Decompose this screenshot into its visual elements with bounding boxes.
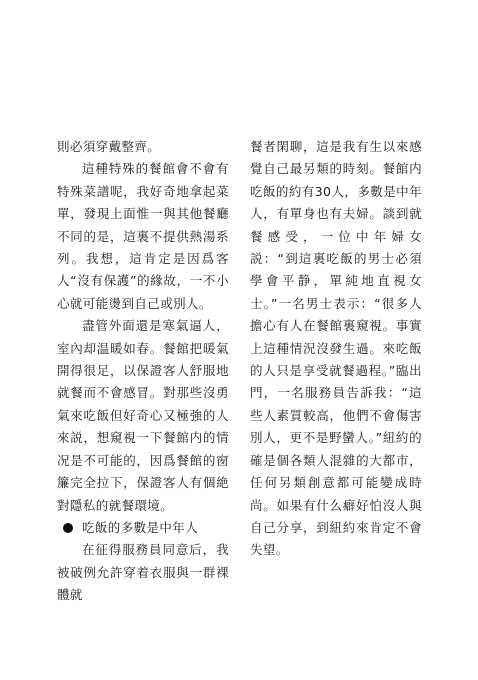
right-column xyxy=(250,136,422,562)
paragraph-diners: 餐者閑聊，這是我有生以來感覺自己最另類的時刻。餐館内吃飯的約有30人，多數是中年人，有單身也有夫婦。談到就餐感受，一位中年婦女説：“到這裏吃飯的男士必須學會平静，單純地直視女士。”一名男士表示：“很多人擔心有人在餐館裏窺視。事實上這種情況沒發生過。來吃飯的人只是享受就餐過程。”臨出門，一名服務員告訴我：“這些人素質較高，他們不會傷害別人，更不是野蠻人。”紐約的確是個各類人混雜的大都市，任何另類創意都可能變成時尚。如果有什么癖好怕沒人與自己分享，到紐約來肯定不會失望。 xyxy=(250,139,422,558)
section-heading xyxy=(57,517,229,539)
paragraph-continuation: 則必須穿戴整齊。 xyxy=(57,139,161,154)
left-column xyxy=(57,136,229,607)
section-heading-text: 吃飯的多數是中年人 xyxy=(82,519,199,535)
paragraph-menu: 這種特殊的餐館會不會有特殊菜譜呢，我好奇地拿起菜單，發現上面惟一與其他餐廳不同的是，這裏不提供熱湯系列。我想，這肯定是因爲客人“沒有保護”的緣故，一不小心就可能燙到自己或別人。 xyxy=(57,161,229,311)
paragraph-interview: 在征得服務員同意后，我被破例允許穿着衣服與一群裸體就 xyxy=(57,542,229,603)
bullet-icon xyxy=(63,523,73,533)
paragraph-heating: 盡管外面還是寒氣逼人，室內却温暖如春。餐館把暖氣開得很足，以保證客人舒服地就餐而不會感冒。對那些沒勇氣來吃飯但好奇心又極強的人來説，想窺視一下餐館内的情况是不可能的，因爲餐館的窗簾完全拉下，保證客人有個絶對隱私的就餐環境。 xyxy=(57,318,229,513)
